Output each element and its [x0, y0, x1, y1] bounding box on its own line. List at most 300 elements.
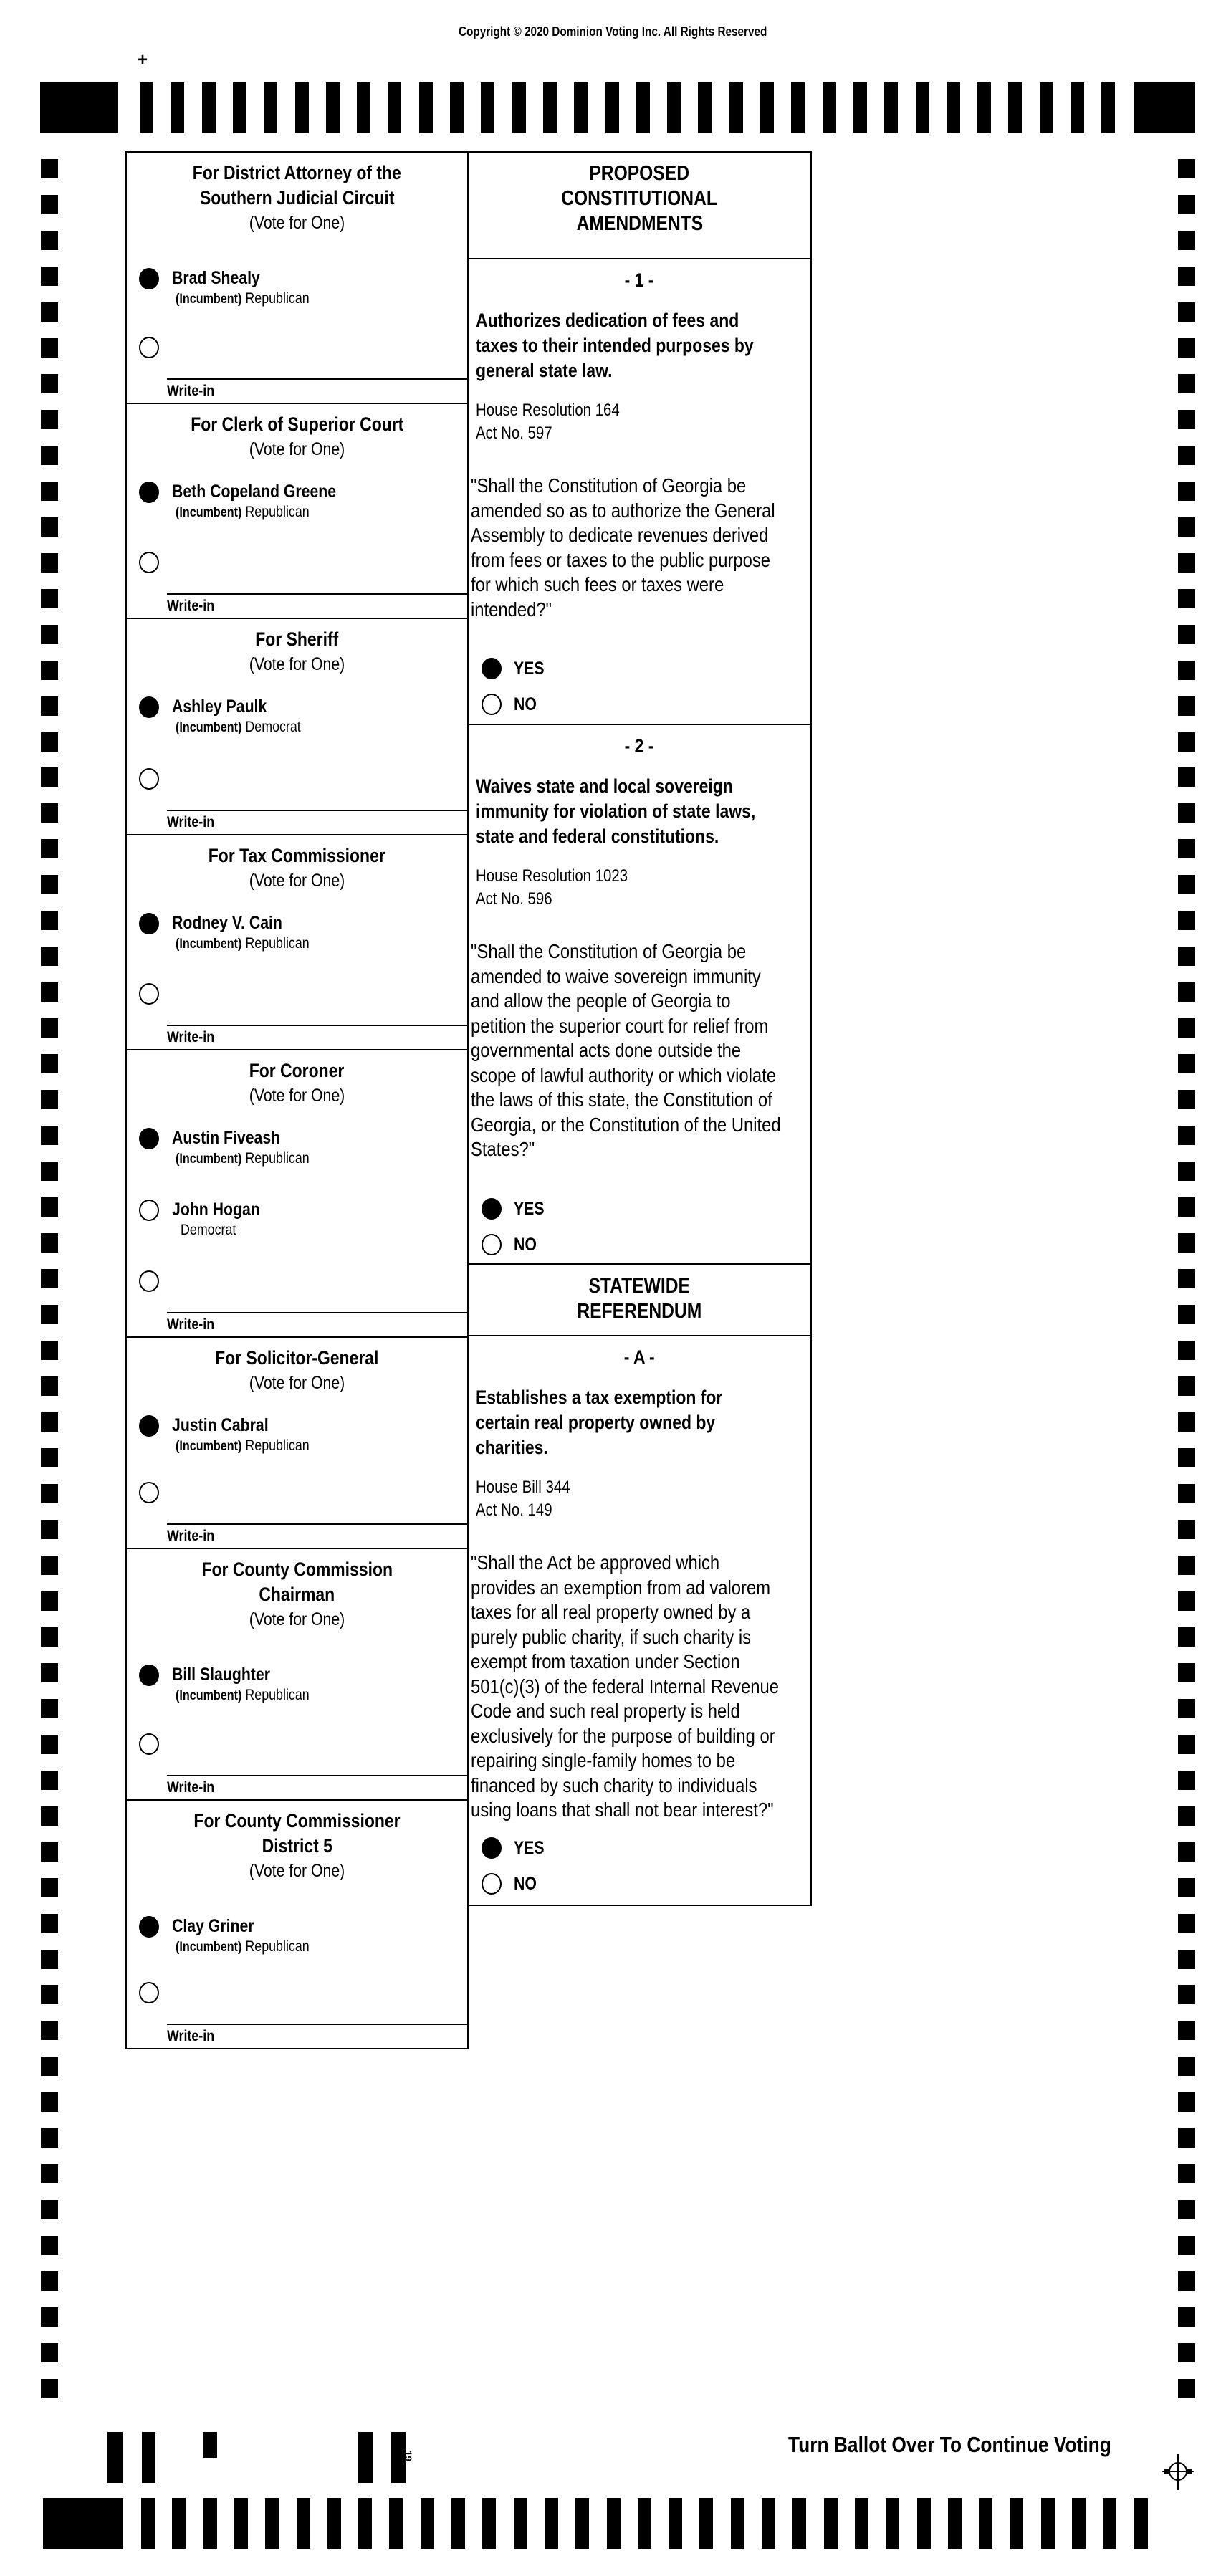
candidate-option[interactable] [127, 1915, 467, 1986]
filled-oval-icon[interactable] [139, 1665, 159, 1686]
question-line-text: and allow the people of Georgia to [471, 990, 731, 1012]
turn-over-text: Turn Ballot Over To Continue Voting [788, 2432, 1111, 2457]
measure-summary-line-text: state and federal constitutions. [476, 825, 719, 847]
timing-mark-left [41, 982, 58, 1002]
write-in-label [167, 1525, 223, 1548]
contest-title [127, 627, 467, 652]
ballot-measure [467, 724, 812, 1265]
option-no[interactable] [469, 1866, 810, 1902]
filled-oval-icon[interactable] [139, 1128, 159, 1149]
measure-question [469, 1551, 810, 1823]
measure-citation [469, 399, 810, 445]
timing-bar-bottom [948, 2498, 962, 2549]
contest-header [127, 1801, 467, 1884]
question-line [469, 1137, 810, 1162]
timing-mark-right [1178, 1735, 1195, 1754]
timing-mark-right [1178, 2271, 1195, 2291]
write-in-label [167, 595, 223, 618]
crosshair-target-icon [1159, 2452, 1197, 2492]
filled-oval-icon[interactable] [139, 1916, 159, 1938]
question-line [469, 1038, 810, 1063]
timing-mark-left [41, 696, 58, 716]
vote-for-instruction [127, 652, 467, 677]
question-line [469, 1600, 810, 1625]
timing-mark-left [41, 2379, 58, 2398]
candidate-party [176, 1437, 333, 1456]
candidate-name-text: Austin Fiveash [172, 1128, 281, 1148]
question-line [469, 598, 810, 623]
filled-oval-icon[interactable] [482, 1837, 502, 1859]
vote-for-instruction-text: (Vote for One) [249, 1373, 345, 1393]
measure-number [469, 268, 810, 292]
filled-oval-icon[interactable] [139, 268, 159, 289]
timing-mark-right [1178, 517, 1195, 537]
candidate-option[interactable] [127, 1663, 467, 1735]
timing-mark-left [41, 2057, 58, 2076]
timing-bar-top [264, 82, 277, 133]
timing-mark-right [1178, 1341, 1195, 1360]
timing-mark-right [1178, 1520, 1195, 1539]
timing-bar-bottom [421, 2498, 434, 2549]
measure-summary-line [469, 774, 810, 799]
write-in-oval-icon[interactable] [139, 1482, 159, 1503]
timing-mark-right [1178, 1627, 1195, 1647]
timing-bar-top [357, 82, 370, 133]
measure-options [469, 651, 810, 722]
timing-mark-left [41, 947, 58, 966]
option-yes[interactable] [469, 651, 810, 686]
timing-mark-left [41, 839, 58, 858]
option-yes[interactable] [469, 1191, 810, 1227]
amendments-header-line-text: CONSTITUTIONAL [561, 187, 718, 210]
timing-mark-right [1178, 696, 1195, 716]
timing-mark-left [41, 1950, 58, 1969]
timing-mark-left [41, 2343, 58, 2362]
question-line [469, 1699, 810, 1724]
candidate-list [127, 480, 467, 552]
timing-mark-left [41, 446, 58, 465]
question-line-text: financed by such charity to individuals [471, 1773, 757, 1796]
candidate-name-text: Justin Cabral [172, 1415, 269, 1435]
timing-bar-top [202, 82, 216, 133]
question-line-text: 501(c)(3) of the federal Internal Revenue [471, 1675, 779, 1698]
timing-block-top-left [40, 82, 118, 133]
question-line [469, 1773, 810, 1799]
option-label [514, 1227, 541, 1263]
write-in-label [167, 1776, 223, 1799]
option-label [514, 1191, 550, 1227]
question-line [469, 548, 810, 573]
party-label: Democrat [181, 1222, 236, 1238]
timing-mark-left [41, 1018, 58, 1038]
timing-mark-left [41, 517, 58, 537]
candidate-name [172, 1915, 269, 1938]
filled-oval-icon[interactable] [139, 696, 159, 718]
timing-mark-right [1178, 803, 1195, 823]
timing-mark-right [1178, 195, 1195, 214]
timing-mark-left [41, 1663, 58, 1682]
timing-bar-top [947, 82, 960, 133]
incumbent-label: (Incumbent) [176, 1151, 242, 1167]
ballot-measure [467, 1335, 812, 1906]
id-mark [358, 2432, 373, 2483]
option-label-text: YES [514, 659, 545, 679]
contest-title-text: For District Attorney of the [192, 162, 402, 183]
timing-bar-top [1071, 82, 1084, 133]
citation-line-text: Act No. 149 [476, 1500, 552, 1520]
option-no[interactable] [469, 686, 810, 722]
timing-mark-right [1178, 767, 1195, 787]
timing-mark-right [1178, 1914, 1195, 1933]
measure-options [469, 1830, 810, 1902]
contest-title [127, 186, 467, 211]
amendments-header-line-text: AMENDMENTS [576, 212, 703, 235]
referendum-header-line [469, 1274, 810, 1299]
timing-mark-left [41, 1412, 58, 1432]
vote-for-instruction-text: (Vote for One) [249, 1086, 345, 1106]
write-in-oval-icon[interactable] [139, 768, 159, 790]
timing-mark-left [41, 1771, 58, 1790]
timing-bar-bottom [762, 2498, 775, 2549]
option-label [514, 651, 550, 686]
empty-oval-icon[interactable] [482, 1873, 502, 1895]
candidate-name [172, 1663, 287, 1686]
measure-citation [469, 1476, 810, 1522]
write-in-oval-icon[interactable] [139, 983, 159, 1005]
timing-bar-bottom [141, 2498, 155, 2549]
contest-box [125, 1049, 469, 1338]
vote-for-instruction [127, 1859, 467, 1884]
party-label: Republican [245, 290, 310, 307]
measure-summary-line [469, 358, 810, 383]
timing-mark-right [1178, 2343, 1195, 2362]
timing-mark-right [1178, 2164, 1195, 2183]
timing-mark-right [1178, 1233, 1195, 1253]
candidate-party [181, 1221, 246, 1240]
timing-mark-right [1178, 1771, 1195, 1790]
timing-mark-left [41, 374, 58, 393]
empty-oval-icon[interactable] [482, 694, 502, 715]
candidate-option[interactable] [127, 911, 467, 983]
timing-mark-right [1178, 2128, 1195, 2148]
timing-mark-right [1178, 482, 1195, 501]
timing-bar-top [1008, 82, 1022, 133]
filled-oval-icon[interactable] [139, 913, 159, 934]
party-label: Republican [245, 935, 310, 952]
question-line [469, 939, 810, 964]
candidate-party [176, 934, 333, 954]
candidate-option[interactable] [127, 1126, 467, 1198]
incumbent-label: (Incumbent) [176, 720, 242, 735]
timing-mark-right [1178, 1842, 1195, 1862]
timing-mark-right [1178, 1985, 1195, 2004]
candidate-option[interactable] [127, 480, 467, 552]
write-in-oval-icon[interactable] [139, 1982, 159, 2003]
timing-mark-left [41, 1735, 58, 1754]
timing-mark-right [1178, 1412, 1195, 1432]
empty-oval-icon[interactable] [139, 1200, 159, 1221]
timing-bar-top [140, 82, 153, 133]
candidate-name-text: Bill Slaughter [172, 1665, 270, 1685]
timing-mark-left [41, 1162, 58, 1181]
candidate-name-text: John Hogan [172, 1200, 260, 1220]
candidate-party-text [176, 1938, 310, 1957]
contest-title-text: For County Commissioner [193, 1810, 401, 1832]
candidate-party [176, 718, 323, 737]
option-yes[interactable] [469, 1830, 810, 1866]
timing-mark-left [41, 1126, 58, 1145]
incumbent-label: (Incumbent) [176, 937, 242, 952]
timing-bar-bottom [792, 2498, 806, 2549]
candidate-party [176, 1686, 333, 1705]
timing-mark-left [41, 1878, 58, 1897]
filled-oval-icon[interactable] [139, 1415, 159, 1437]
timing-mark-right [1178, 875, 1195, 894]
timing-mark-right [1178, 1376, 1195, 1396]
measure-summary-line [469, 1385, 810, 1410]
timing-mark-right [1178, 625, 1195, 644]
measure-options [469, 1191, 810, 1263]
vote-for-instruction [127, 868, 467, 894]
candidate-party-text [176, 1149, 310, 1169]
timing-bar-bottom [638, 2498, 651, 2549]
vote-for-instruction [127, 437, 467, 462]
candidate-option[interactable] [127, 695, 467, 767]
question-line [469, 1748, 810, 1773]
option-label-text: NO [514, 694, 537, 714]
timing-bar-bottom [265, 2498, 279, 2549]
write-in-oval-icon[interactable] [139, 552, 159, 573]
candidate-party-text [176, 1686, 310, 1705]
timing-bar-bottom [327, 2498, 341, 2549]
candidate-party-text [176, 289, 310, 309]
timing-bar-bottom [358, 2498, 372, 2549]
timing-mark-left [41, 1556, 58, 1575]
timing-mark-left [41, 875, 58, 894]
candidate-list [127, 695, 467, 767]
filled-oval-icon[interactable] [139, 482, 159, 503]
timing-mark-left [41, 625, 58, 644]
citation-line-text: Act No. 597 [476, 423, 552, 443]
candidate-name [172, 1126, 300, 1149]
timing-mark-left [41, 2236, 58, 2255]
question-line [469, 474, 810, 499]
vote-for-instruction [127, 1607, 467, 1632]
timing-mark-right [1178, 2379, 1195, 2398]
timing-bar-bottom [545, 2498, 558, 2549]
option-label-text: NO [514, 1873, 537, 1894]
option-no[interactable] [469, 1227, 810, 1263]
candidate-name-text: Ashley Paulk [172, 696, 267, 717]
referendum-header [467, 1263, 812, 1336]
timing-mark-left [41, 231, 58, 250]
question-line-text: Assembly to dedicate revenues derived [471, 524, 769, 546]
question-line-text: petition the superior court for relief from [471, 1014, 769, 1037]
measure-summary-line-text: certain real property owned by [476, 1412, 716, 1433]
candidate-party-text [176, 1437, 310, 1456]
timing-mark-left [41, 1197, 58, 1217]
timing-bar-bottom [731, 2498, 744, 2549]
timing-mark-right [1178, 1305, 1195, 1324]
timing-bar-bottom [172, 2498, 186, 2549]
write-in-oval-icon[interactable] [139, 337, 159, 358]
timing-bar-top [1040, 82, 1053, 133]
timing-mark-left [41, 2200, 58, 2219]
timing-mark-left [41, 1520, 58, 1539]
vote-for-instruction-text: (Vote for One) [249, 871, 345, 891]
citation-line-text: House Resolution 1023 [476, 866, 628, 886]
timing-bar-top [853, 82, 867, 133]
timing-mark-right [1178, 2200, 1195, 2219]
write-in-label [167, 1026, 223, 1049]
option-label [514, 1866, 541, 1902]
timing-mark-right [1178, 159, 1195, 178]
candidate-option[interactable] [127, 1414, 467, 1485]
write-in-text: Write-in [167, 1779, 215, 1796]
timing-mark-right [1178, 2092, 1195, 2112]
question-line [469, 1625, 810, 1650]
timing-bar-top [605, 82, 619, 133]
question-line-text: the laws of this state, the Constitution of [471, 1088, 772, 1111]
incumbent-label: (Incumbent) [176, 505, 242, 520]
contest-header [127, 1549, 467, 1632]
timing-mark-right [1178, 947, 1195, 966]
candidate-party [176, 289, 333, 309]
timing-mark-left [41, 267, 58, 286]
filled-oval-icon[interactable] [482, 658, 502, 679]
timing-bar-bottom [886, 2498, 899, 2549]
question-line-text: scope of lawful authority or which violate [471, 1063, 776, 1086]
measure-summary-line-text: general state law. [476, 360, 613, 381]
write-in-label [167, 380, 223, 403]
question-line-text: using loans that shall not bear interest?" [471, 1799, 774, 1821]
citation-line [469, 888, 810, 911]
write-in-oval-icon[interactable] [139, 1733, 159, 1755]
question-line [469, 523, 810, 548]
question-line [469, 1014, 810, 1039]
id-mark [203, 2432, 217, 2458]
measure-summary-line-text: Waives state and local sovereign [476, 775, 733, 797]
candidate-option[interactable] [127, 267, 467, 338]
write-in-label [167, 1313, 223, 1336]
timing-mark-left [41, 410, 58, 429]
timing-bar-top [729, 82, 743, 133]
candidate-name-text: Clay Griner [172, 1916, 254, 1936]
contest-box [125, 151, 469, 404]
question-line [469, 964, 810, 990]
measure-summary [469, 308, 810, 383]
empty-oval-icon[interactable] [482, 1234, 502, 1255]
candidate-list [127, 267, 467, 338]
referendum-header-line [469, 1299, 810, 1324]
filled-oval-icon[interactable] [482, 1198, 502, 1220]
contest-header [127, 1050, 467, 1109]
vote-for-instruction [127, 1371, 467, 1396]
timing-mark-left [41, 1842, 58, 1862]
measure-summary-line [469, 333, 810, 358]
candidate-option[interactable] [127, 1198, 467, 1270]
timing-bar-bottom [575, 2498, 589, 2549]
question-line-text: "Shall the Constitution of Georgia be [471, 940, 747, 962]
incumbent-label: (Incumbent) [176, 1940, 242, 1955]
citation-line-text: Act No. 596 [476, 889, 552, 909]
contest-box [125, 1336, 469, 1549]
amendments-header-line-text: PROPOSED [589, 162, 690, 185]
copyright-text: Copyright © 2020 Dominion Voting Inc. All Rights Reserved [459, 24, 767, 39]
candidate-name-text: Rodney V. Cain [172, 913, 282, 933]
timing-bar-bottom [917, 2498, 931, 2549]
question-line [469, 1088, 810, 1113]
contest-title-text: For County Commission [201, 1558, 393, 1580]
candidate-name [172, 911, 302, 934]
write-in-oval-icon[interactable] [139, 1270, 159, 1292]
timing-mark-right [1178, 982, 1195, 1002]
timing-mark-right [1178, 1556, 1195, 1575]
contest-title [127, 1834, 467, 1859]
sheet-code: 19 [403, 2451, 414, 2461]
question-line-text: for which such fees or taxes were [471, 573, 724, 595]
contest-box [125, 834, 469, 1050]
candidate-party-text [176, 934, 310, 954]
candidate-list [127, 1126, 467, 1270]
timing-bar-top [419, 82, 433, 133]
option-label [514, 686, 541, 722]
timing-mark-right [1178, 553, 1195, 573]
candidate-party-text [176, 718, 301, 737]
timing-mark-left [41, 661, 58, 680]
party-label: Republican [245, 1938, 310, 1955]
candidate-list [127, 1663, 467, 1735]
measure-citation [469, 865, 810, 911]
timing-bar-top [450, 82, 464, 133]
question-line-text: purely public charity, if such charity is [471, 1625, 752, 1648]
incumbent-label: (Incumbent) [176, 1688, 242, 1703]
candidate-party [176, 503, 333, 522]
measure-summary-line [469, 799, 810, 824]
question-line-text: "Shall the Constitution of Georgia be [471, 474, 747, 497]
id-mark [107, 2432, 123, 2483]
timing-mark-right [1178, 410, 1195, 429]
timing-mark-left [41, 1269, 58, 1288]
timing-mark-left [41, 911, 58, 930]
question-line-text: amended so as to authorize the General [471, 499, 775, 522]
candidate-name [172, 695, 284, 718]
timing-bar-top [295, 82, 309, 133]
option-label [514, 1830, 550, 1866]
measure-number-text: - A - [624, 1346, 655, 1368]
write-in-text: Write-in [167, 814, 215, 830]
write-in-label [167, 2025, 223, 2048]
timing-mark-left [41, 732, 58, 752]
question-line [469, 573, 810, 598]
contest-header [127, 619, 467, 677]
incumbent-label: (Incumbent) [176, 292, 242, 307]
amendments-header-line [469, 186, 810, 211]
amendments-header-line [469, 161, 810, 186]
timing-mark-left [41, 1627, 58, 1647]
timing-bar-top [884, 82, 898, 133]
timing-mark-right [1178, 374, 1195, 393]
measure-question [469, 939, 810, 1162]
measure-number [469, 734, 810, 758]
party-label: Republican [245, 1437, 310, 1454]
timing-mark-left [41, 1376, 58, 1396]
question-line [469, 1063, 810, 1088]
measure-summary-line-text: immunity for violation of state laws, [476, 800, 756, 822]
citation-line [469, 1499, 810, 1522]
question-line [469, 1649, 810, 1675]
question-line [469, 1576, 810, 1601]
